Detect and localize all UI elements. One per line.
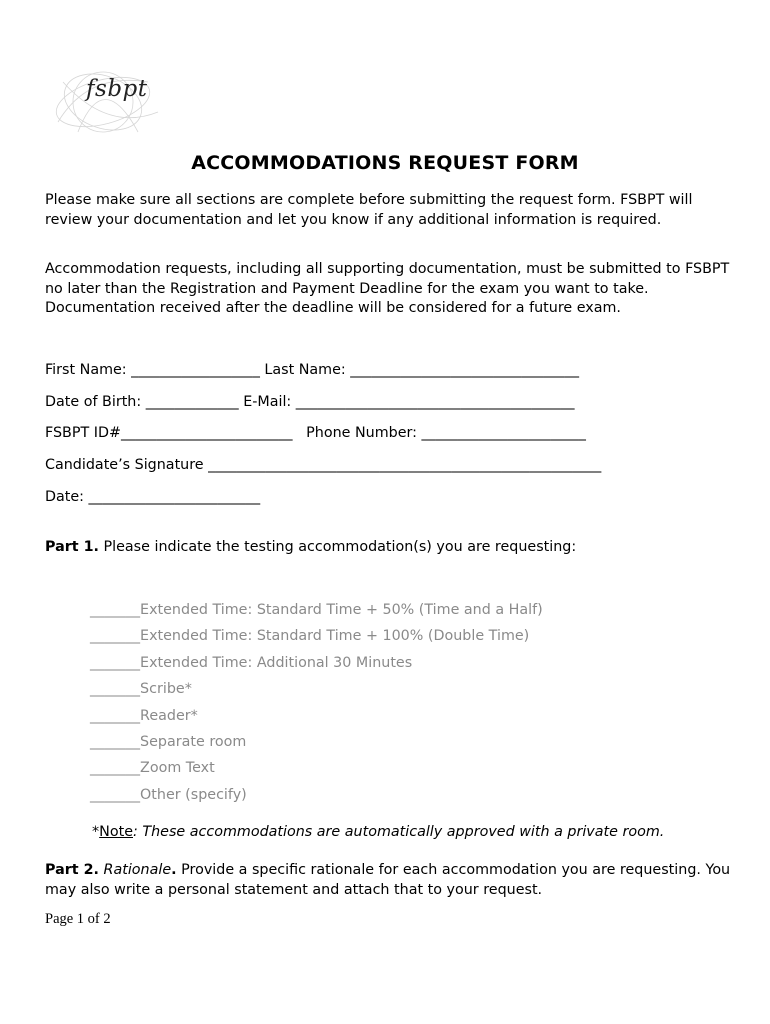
part1-label: Part 1. (45, 539, 99, 555)
note-text: : These accommodations are automatically approved with a private room. (133, 824, 665, 840)
part2-italic-label: Rationale (103, 862, 172, 878)
option-other: _______Other (specify) (90, 787, 247, 803)
name-fields: First Name: __________________ Last Name: ________________________________ (45, 362, 580, 378)
option-separate-room: _______Separate room (90, 734, 247, 750)
part2-period: . (171, 862, 177, 878)
option-scribe: _______Scribe* (90, 681, 192, 697)
accommodation-note (92, 824, 664, 840)
logo-text: fsbpt (86, 76, 148, 102)
note-prefix: * (92, 824, 100, 840)
id-phone-fields: FSBPT ID#________________________ Phone Number: _______________________ (45, 425, 586, 441)
option-reader: _______Reader* (90, 708, 198, 724)
option-zoom-text: _______Zoom Text (90, 760, 215, 776)
intro-paragraph-2: Accommodation requests, including all supporting documentation, must be submitted to FSBPT no later than the Registration and Payment Deadline for the exam you want to take. Documentation received after the deadline will be considered for a future exam. (45, 261, 730, 316)
part1-text: Please indicate the testing accommodation(s) you are requesting: (98, 539, 577, 555)
part2-paragraph (45, 861, 735, 900)
option-extended-time-30min: _______Extended Time: Additional 30 Minutes (90, 655, 413, 671)
part2-label: Part 2. (45, 862, 99, 878)
dob-email-fields: Date of Birth: _____________ E-Mail: _______________________________________ (45, 394, 575, 410)
part1-heading (45, 539, 576, 555)
date-field: Date: ________________________ (45, 489, 261, 505)
intro-paragraph-1: Please make sure all sections are complete before submitting the request form. FSBPT will review your documentation and let you know if any additional information is required. (45, 192, 693, 228)
note-label: Note (99, 824, 133, 840)
page-number: Page 1 of 2 (45, 911, 111, 927)
signature-field: Candidate’s Signature _______________________________________________________ (45, 457, 602, 473)
option-extended-time-100: _______Extended Time: Standard Time + 100% (Double Time) (90, 628, 530, 644)
option-extended-time-50: _______Extended Time: Standard Time + 50% (Time and a Half) (90, 602, 543, 618)
form-title: ACCOMMODATIONS REQUEST FORM (191, 152, 579, 174)
part2-text: Provide a specific rationale for each accommodation you are requesting. You may also write a personal statement and attach that to your request. (45, 862, 731, 898)
